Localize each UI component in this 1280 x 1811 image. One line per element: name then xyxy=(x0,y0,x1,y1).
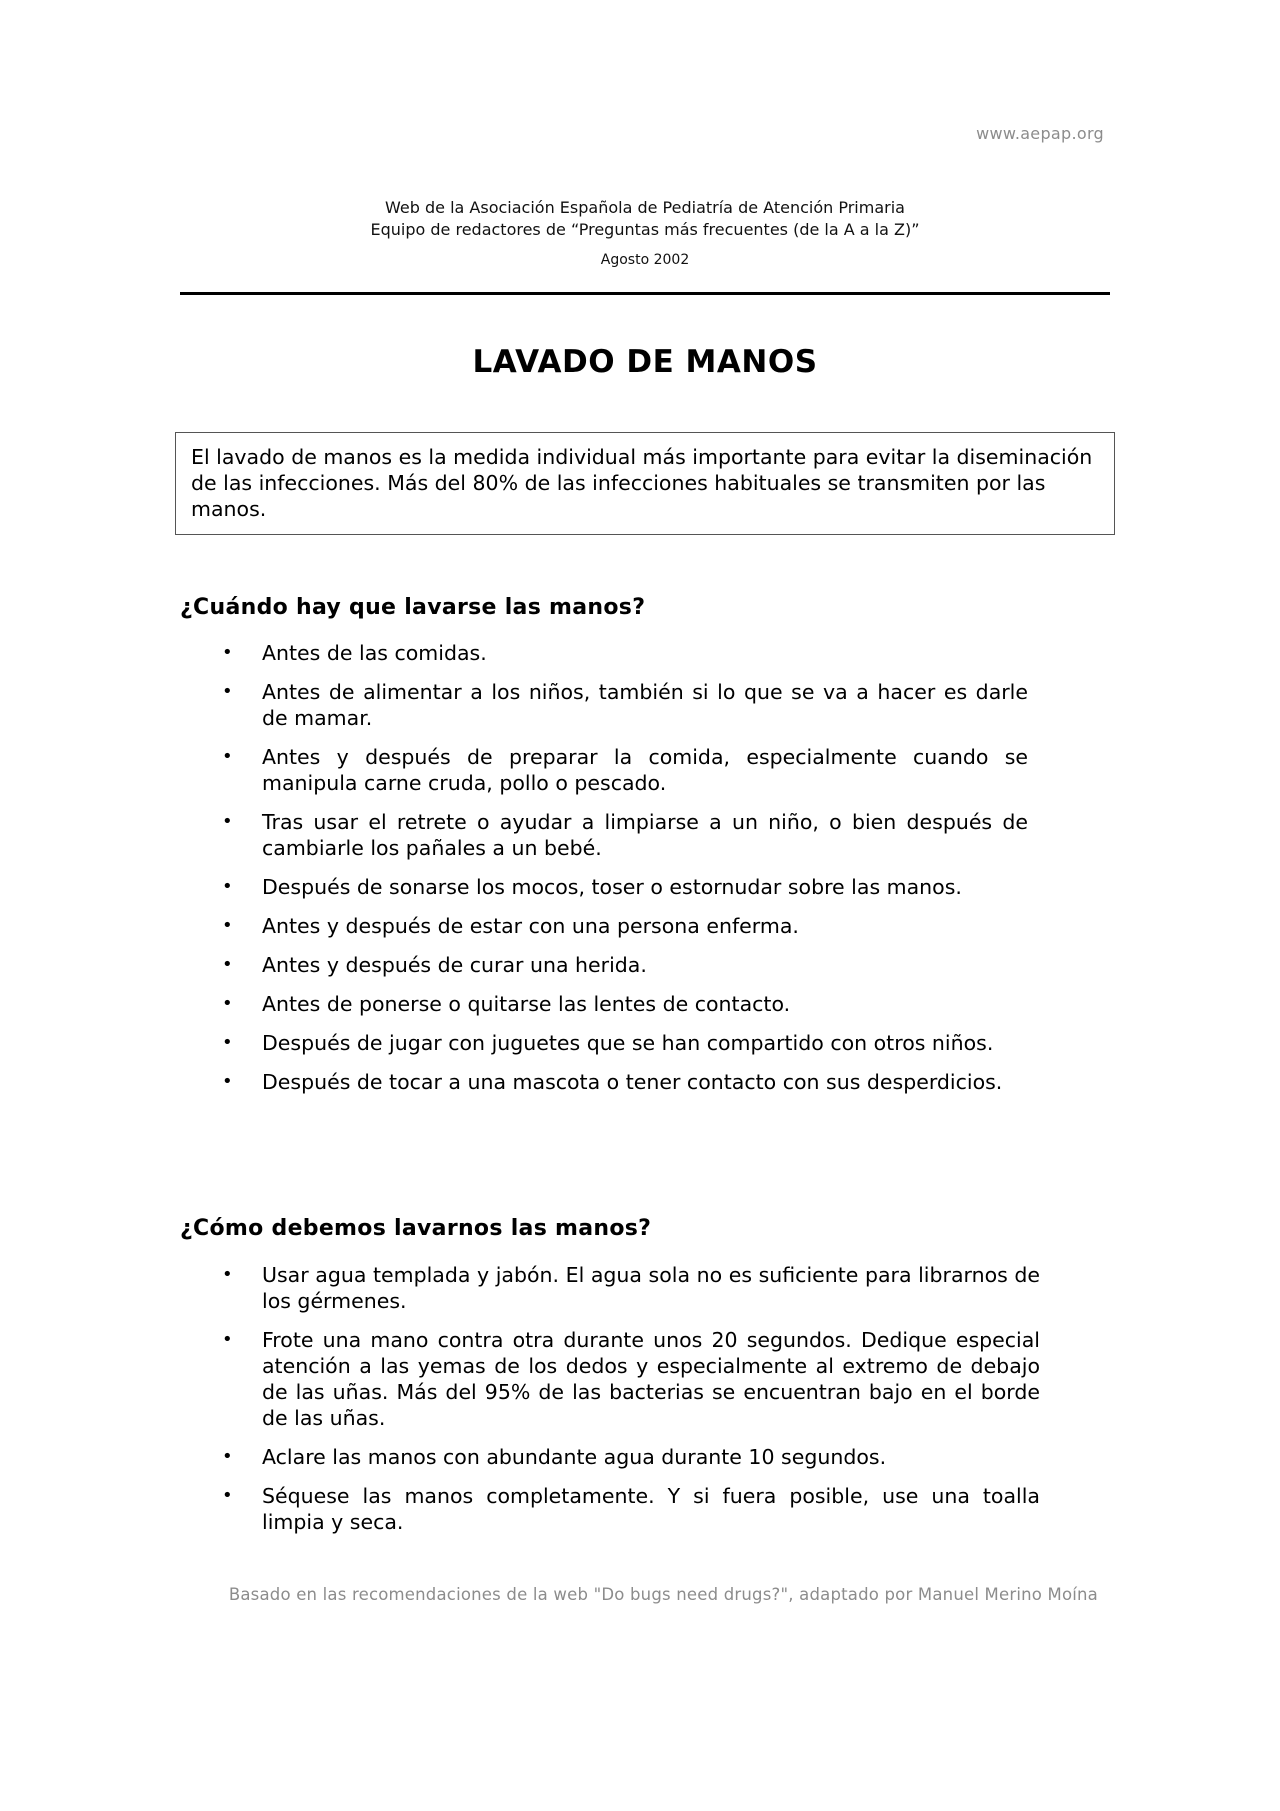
list-item xyxy=(222,744,1028,796)
footer-note: Basado en las recomendaciones de la web "Do bugs need drugs?", adaptado por Manuel Merino Moína xyxy=(228,1585,1098,1604)
header-organization: Web de la Asociación Española de Pediatría de Atención Primaria xyxy=(385,198,905,217)
bullet-icon: • xyxy=(222,993,233,1014)
list-item-text: Tras usar el retrete o ayudar a limpiarse a un niño, o bien después de cambiarle los pañales a un bebé. xyxy=(262,810,1028,860)
bullet-icon: • xyxy=(222,1446,233,1467)
list-item xyxy=(222,640,1028,666)
list-item xyxy=(222,874,1028,900)
bullet-list-how xyxy=(222,1262,1040,1548)
header-team: Equipo de redactores de “Preguntas más frecuentes (de la A a la Z)” xyxy=(370,220,920,239)
list-item xyxy=(222,1030,1028,1056)
list-item-text: Antes y después de estar con una persona enferma. xyxy=(262,914,799,938)
intro-box: El lavado de manos es la medida individual más importante para evitar la diseminación de las infecciones. Más del 80% de las infecciones habituales se transmiten por las manos. xyxy=(175,432,1115,535)
section-heading-how: ¿Cómo debemos lavarnos las manos? xyxy=(180,1216,652,1241)
document-header xyxy=(180,197,1110,270)
header-divider xyxy=(180,292,1110,295)
list-item xyxy=(222,1483,1040,1535)
bullet-icon: • xyxy=(222,915,233,936)
list-item-text: Aclare las manos con abundante agua durante 10 segundos. xyxy=(262,1445,887,1469)
bullet-list-when xyxy=(222,640,1028,1108)
section-heading-when: ¿Cuándo hay que lavarse las manos? xyxy=(180,595,646,620)
list-item xyxy=(222,1262,1040,1314)
list-item-text: Antes de alimentar a los niños, también si lo que se va a hacer es darle de mamar. xyxy=(262,680,1028,730)
bullet-icon: • xyxy=(222,1329,233,1350)
page-title: LAVADO DE MANOS xyxy=(472,344,818,380)
bullet-icon: • xyxy=(222,746,233,767)
header-date: Agosto 2002 xyxy=(600,252,690,268)
bullet-icon: • xyxy=(222,1485,233,1506)
list-item xyxy=(222,809,1028,861)
list-item-text: Frote una mano contra otra durante unos 20 segundos. Dedique especial atención a las yemas de los dedos y especialmente al extremo de debajo de las uñas. Más del 95% de las bacterias se encuentran bajo en el borde de las uñas. xyxy=(262,1328,1040,1430)
list-item-text: Antes de ponerse o quitarse las lentes de contacto. xyxy=(262,992,791,1016)
list-item xyxy=(222,1327,1040,1431)
list-item-text: Después de tocar a una mascota o tener contacto con sus desperdicios. xyxy=(262,1070,1003,1094)
bullet-icon: • xyxy=(222,1264,233,1285)
list-item-text: Usar agua templada y jabón. El agua sola no es suficiente para librarnos de los gérmenes. xyxy=(262,1263,1040,1313)
bullet-icon: • xyxy=(222,642,233,663)
list-item xyxy=(222,1069,1028,1095)
bullet-icon: • xyxy=(222,1071,233,1092)
list-item-text: Después de sonarse los mocos, toser o estornudar sobre las manos. xyxy=(262,875,962,899)
list-item-text: Después de jugar con juguetes que se han compartido con otros niños. xyxy=(262,1031,994,1055)
site-url[interactable]: www.aepap.org xyxy=(976,124,1104,143)
list-item xyxy=(222,913,1028,939)
list-item-text: Antes de las comidas. xyxy=(262,641,487,665)
list-item-text: Antes y después de preparar la comida, especialmente cuando se manipula carne cruda, pollo o pescado. xyxy=(262,745,1028,795)
list-item xyxy=(222,1444,1040,1470)
bullet-icon: • xyxy=(222,681,233,702)
list-item xyxy=(222,679,1028,731)
list-item-text: Antes y después de curar una herida. xyxy=(262,953,647,977)
list-item xyxy=(222,952,1028,978)
list-item-text: Séquese las manos completamente. Y si fuera posible, use una toalla limpia y seca. xyxy=(262,1484,1040,1534)
bullet-icon: • xyxy=(222,811,233,832)
list-item xyxy=(222,991,1028,1017)
bullet-icon: • xyxy=(222,876,233,897)
bullet-icon: • xyxy=(222,1032,233,1053)
bullet-icon: • xyxy=(222,954,233,975)
